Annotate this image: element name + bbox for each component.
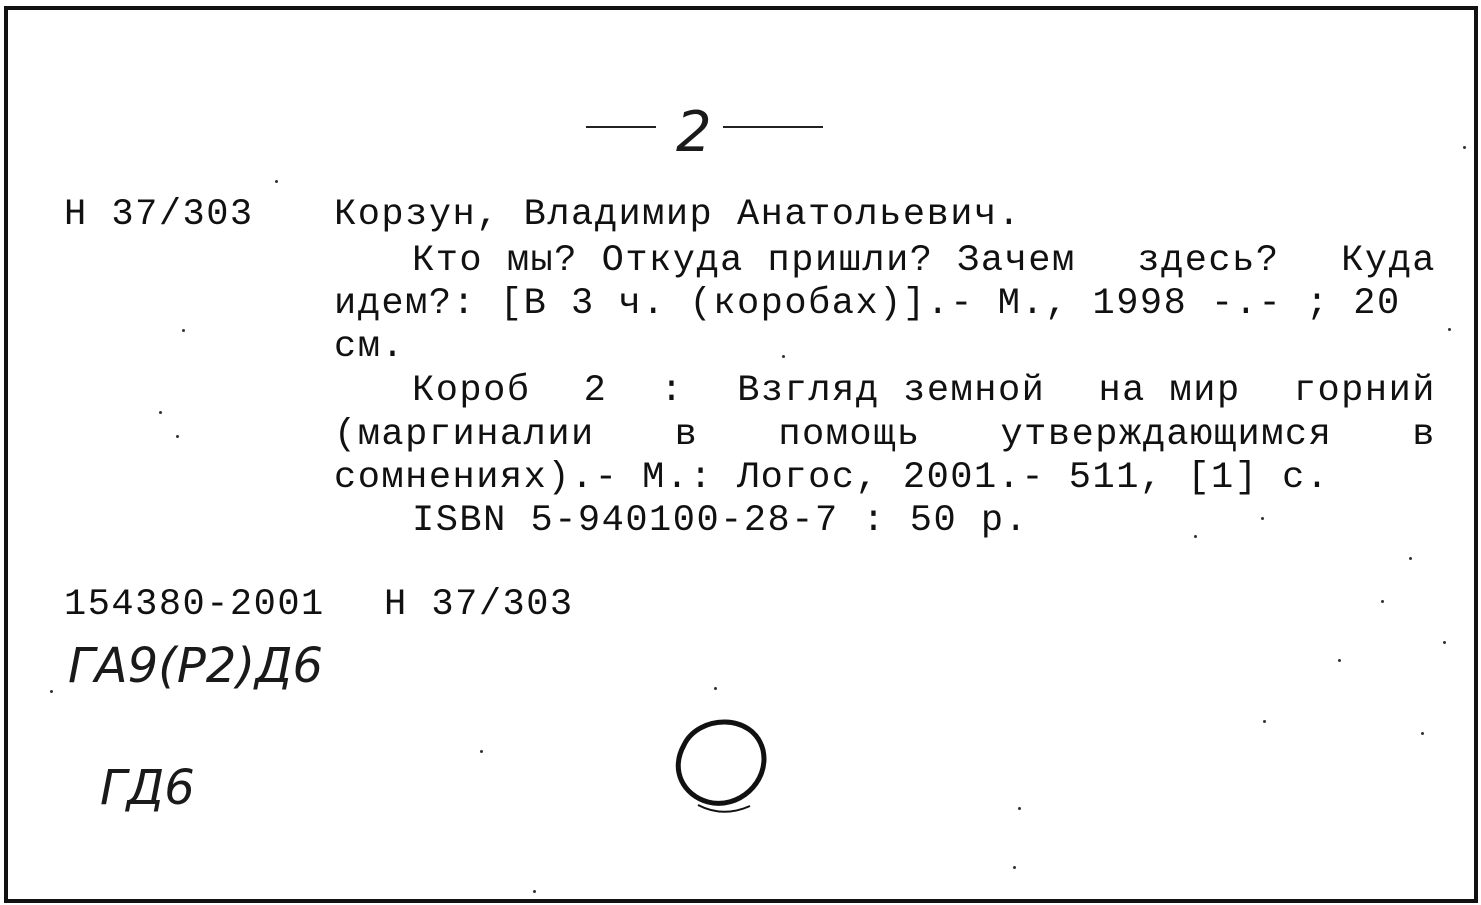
volume-line-1-part-5: на мир [1098,370,1241,412]
title-line-2-text: идем?: [В 3 ч. (коробах)].- М., 1998 -.- ; 20 [334,283,1401,325]
speckle-dot [1263,720,1266,723]
speckle-dot [275,180,278,183]
page-number-digit: 2 [676,100,712,165]
catalog-card [4,6,1478,903]
volume-line-2-part-2: в [674,414,699,456]
volume-line-1-part-1: Короб [412,370,531,412]
speckle-dot [1338,659,1341,662]
volume-line-2-part-3: помощь [778,414,921,456]
title-line-1 [412,240,1436,282]
speckle-dot [1409,557,1412,560]
volume-line-1 [412,370,1436,412]
volume-line-2-part-1: (маргиналии [334,414,595,456]
volume-line-1-part-2: 2 [583,370,608,412]
speckle-dot [176,435,179,438]
volume-line-2-part-4: утверждающимся [1000,414,1333,456]
speckle-dot [480,750,483,753]
volume-line-2-part-5: в [1412,414,1436,456]
speckle-dot [1261,517,1264,520]
speckle-dot [533,890,536,893]
volume-line-1-part-4: Взгляд земной [737,370,1046,412]
speckle-dot [1013,866,1016,869]
title-last-line: см. [334,326,406,368]
shelf-mark: Н 37/303 [64,194,254,236]
speckle-dot [50,690,53,693]
volume-last-line: сомнениях).- М.: Логос, 2001.- 511, [1] с. [334,457,1330,499]
volume-line-1-part-6: горний [1293,370,1436,412]
speckle-dot [714,687,717,690]
speckle-dot [1443,641,1446,644]
volume-line-1-part-3: : [660,370,685,412]
handwritten-note-2: ГД6 [100,760,195,816]
handwritten-note-1: ГА9(Р2)Д6 [68,638,324,694]
speckle-dot [159,411,162,414]
title-line-1-part-3: Куда [1341,240,1436,282]
speckle-dot [1421,732,1424,735]
circle-mark-icon [8,10,9,11]
speckle-dot [1463,146,1466,149]
isbn-line: ISBN 5-940100-28-7 : 50 р. [412,500,1029,542]
title-line-2 [334,283,1436,325]
title-line-1-part-1: Кто мы? Откуда пришли? Зачем [412,240,1076,282]
inventory-number: 154380-2001 [64,584,325,626]
speckle-dot [1448,328,1451,331]
author-heading: Корзун, Владимир Анатольевич. [334,194,1022,236]
shelf-mark-bottom: Н 37/303 [384,584,574,626]
speckle-dot [1194,535,1197,538]
speckle-dot [182,329,185,332]
speckle-dot [1381,600,1384,603]
title-line-1-part-2: здесь? [1137,240,1280,282]
speckle-dot [1018,807,1021,810]
volume-line-2 [334,414,1436,456]
speckle-dot [782,355,785,358]
